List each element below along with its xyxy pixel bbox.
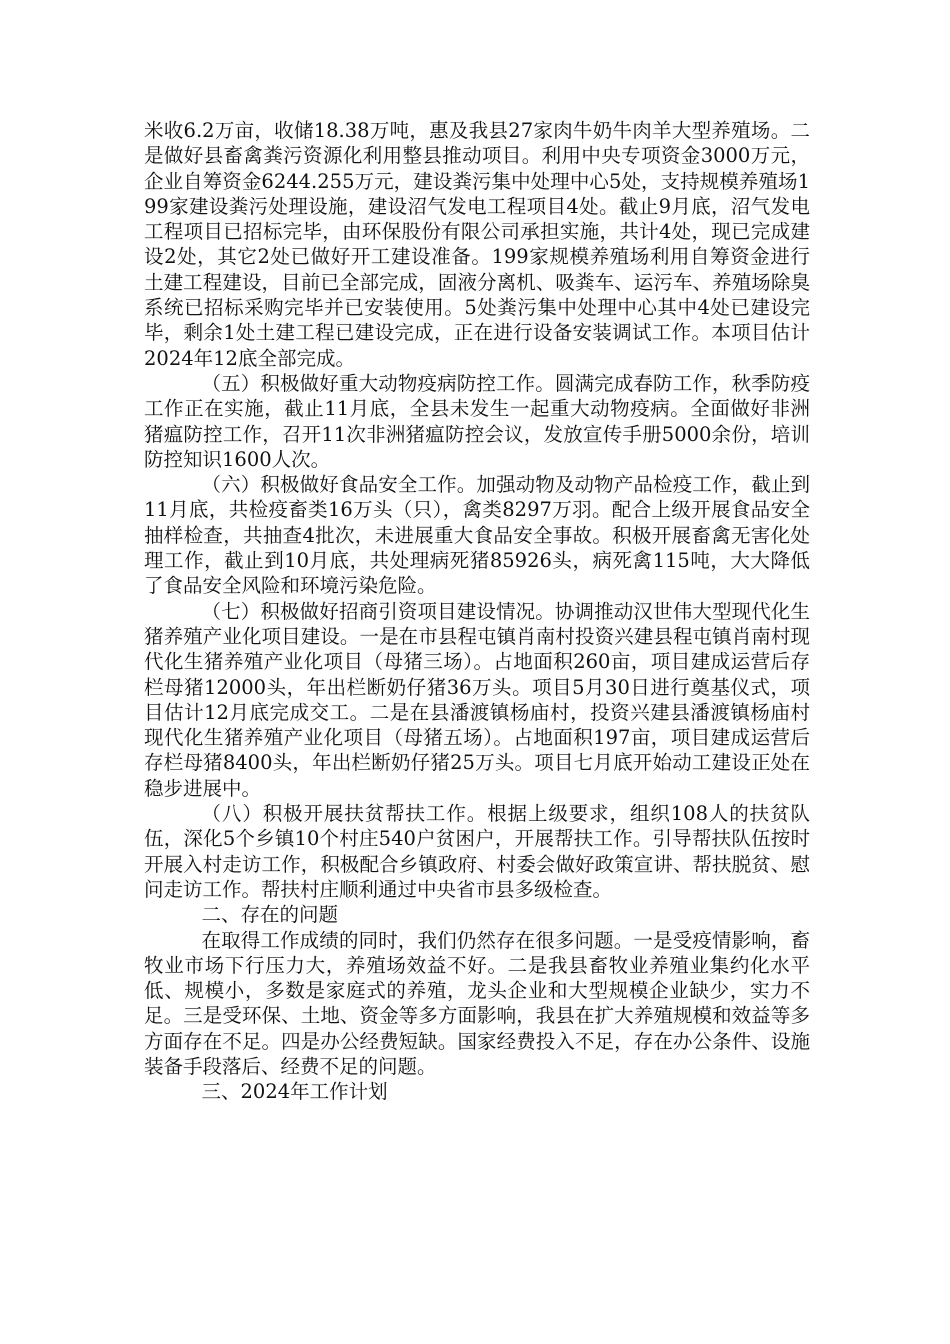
heading-work-plan: 三、2024年工作计划	[201, 1080, 388, 1104]
paragraph-section-5: （五）积极做好重大动物疫病防控工作。圆满完成春防工作，秋季防疫工作正在实施，截止11月底，全县未发生一起重大动物疫病。全面做好非洲猪瘟防控工作，召开11次非洲猪瘟防控会议，发放宣传手册5000余份，培训防控知识1600人次。	[144, 371, 810, 471]
paragraph-section-8: （八）积极开展扶贫帮扶工作。根据上级要求，组织108人的扶贫队伍，深化5个乡镇10个村庄540户贫困户，开展帮扶工作。引导帮扶队伍按时开展入村走访工作，积极配合乡镇政府、村委会做好政策宣讲、帮扶脱贫、慰问走访工作。帮扶村庄顺利通过中央省市县多级检查。	[144, 802, 810, 901]
paragraph-continuation: 米收6.2万亩，收储18.38万吨，惠及我县27家肉牛奶牛肉羊大型养殖场。二是做好县畜禽粪污资源化利用整县推动项目。利用中央专项资金3000万元，企业自筹资金6244.255万元，建设粪污集中处理中心5处，支持规模养殖场199家建设粪污处理设施，建设沼气发电工程项目4处。截止9月底，沼气发电工程项目已招标完毕，由环保股份有限公司承担实施，共计4处，现已完成建设2处，其它2处已做好开工建设准备。199家规模养殖场利用自筹资金进行土建工程建设，目前已全部完成，固液分离机、吸粪车、运污车、养殖场除臭系统已招标采购完毕并已安装使用。5处粪污集中处理中心其中4处已建设完毕，剩余1处土建工程已建设完成，正在进行设备安装调试工作。本项目估计2024年12底全部完成。	[144, 119, 810, 370]
paragraph-section-6: （六）积极做好食品安全工作。加强动物及动物产品检疫工作，截止到11月底，共检疫畜类16万头（只），禽类8297万羽。配合上级开展食品安全抽样检查，共抽查4批次，未进展重大食品安全事故。积极开展畜禽无害化处理工作，截止到10月底，共处理病死猪85926头，病死禽115吨，大大降低了食品安全风险和环境污染危险。	[144, 473, 810, 598]
document-body	[144, 118, 810, 1105]
paragraph-problems: 在取得工作成绩的同时，我们仍然存在很多问题。一是受疫情影响，畜牧业市场下行压力大，养殖场效益不好。二是我县畜牧业养殖业集约化水平低、规模小，多数是家庭式的养殖，龙头企业和大型规模企业缺少，实力不足。三是受环保、土地、资金等多方面影响，我县在扩大养殖规模和效益等多方面存在不足。四是办公经费短缺。国家经费投入不足，存在办公条件、设施装备手段落后、经费不足的问题。	[144, 928, 810, 1078]
paragraph-section-7: （七）积极做好招商引资项目建设情况。协调推动汉世伟大型现代化生猪养殖产业化项目建设。一是在市县程屯镇肖南村投资兴建县程屯镇肖南村现代化生猪养殖产业化项目（母猪三场）。占地面积260亩，项目建成运营后存栏母猪12000头，年出栏断奶仔猪36万头。项目5月30日进行奠基仪式，项目估计12月底完成交工。二是在县潘渡镇杨庙村，投资兴建县潘渡镇杨庙村现代化生猪养殖产业化项目（母猪五场）。占地面积197亩，项目建成运营后存栏母猪8400头，年出栏断奶仔猪25万头。项目七月底开始动工建设正处在稳步进展中。	[144, 599, 810, 800]
heading-problems: 二、存在的问题	[201, 903, 339, 927]
